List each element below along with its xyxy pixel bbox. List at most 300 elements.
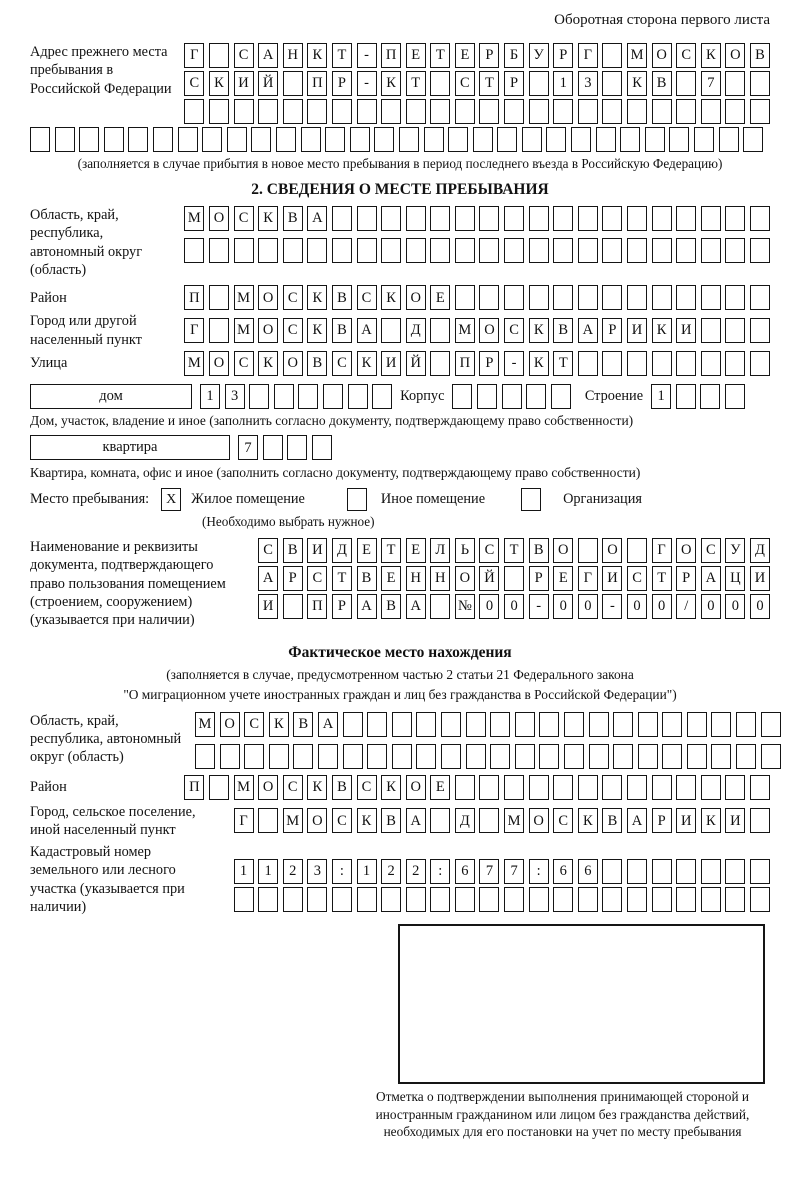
char-cell[interactable]: Г: [184, 43, 204, 68]
char-cell[interactable]: К: [381, 71, 401, 96]
char-cell[interactable]: С: [504, 318, 524, 343]
char-cell[interactable]: 2: [381, 859, 401, 884]
char-cell[interactable]: [490, 712, 510, 737]
char-cell[interactable]: :: [529, 859, 549, 884]
char-cell[interactable]: [627, 859, 647, 884]
char-cell[interactable]: [479, 238, 499, 263]
char-cell[interactable]: [526, 384, 546, 409]
char-cell[interactable]: [564, 744, 584, 769]
char-cell[interactable]: О: [209, 351, 229, 376]
char-cell[interactable]: [515, 712, 535, 737]
char-cell[interactable]: Н: [283, 43, 303, 68]
char-cell[interactable]: К: [578, 808, 598, 833]
char-cell[interactable]: А: [406, 594, 426, 619]
char-cell[interactable]: А: [578, 318, 598, 343]
char-cell[interactable]: [700, 384, 720, 409]
char-cell[interactable]: [504, 566, 524, 591]
char-cell[interactable]: Е: [455, 43, 475, 68]
char-cell[interactable]: О: [406, 285, 426, 310]
char-cell[interactable]: Н: [406, 566, 426, 591]
char-cell[interactable]: А: [307, 206, 327, 231]
char-cell[interactable]: [381, 238, 401, 263]
char-cell[interactable]: [209, 238, 229, 263]
char-cell[interactable]: [602, 71, 622, 96]
char-cell[interactable]: [258, 238, 278, 263]
char-cell[interactable]: [406, 206, 426, 231]
char-cell[interactable]: В: [332, 285, 352, 310]
char-cell[interactable]: [318, 744, 338, 769]
char-cell[interactable]: [701, 206, 721, 231]
char-cell[interactable]: С: [234, 351, 254, 376]
char-cell[interactable]: [430, 238, 450, 263]
char-cell[interactable]: О: [455, 566, 475, 591]
char-cell[interactable]: В: [332, 318, 352, 343]
char-cell[interactable]: [701, 887, 721, 912]
char-cell[interactable]: [743, 127, 763, 152]
char-cell[interactable]: [343, 744, 363, 769]
char-cell[interactable]: [652, 238, 672, 263]
char-cell[interactable]: Й: [258, 71, 278, 96]
char-cell[interactable]: С: [234, 206, 254, 231]
char-cell[interactable]: Г: [652, 538, 672, 563]
char-cell[interactable]: [750, 206, 770, 231]
char-cell[interactable]: Т: [553, 351, 573, 376]
char-cell[interactable]: А: [406, 808, 426, 833]
char-cell[interactable]: [725, 318, 745, 343]
char-cell[interactable]: И: [381, 351, 401, 376]
char-cell[interactable]: [504, 238, 524, 263]
char-cell[interactable]: [234, 887, 254, 912]
char-cell[interactable]: О: [652, 43, 672, 68]
char-cell[interactable]: [430, 887, 450, 912]
char-cell[interactable]: М: [234, 318, 254, 343]
char-cell[interactable]: [676, 99, 696, 124]
char-cell[interactable]: К: [307, 43, 327, 68]
char-cell[interactable]: [638, 712, 658, 737]
char-cell[interactable]: [652, 775, 672, 800]
char-cell[interactable]: К: [652, 318, 672, 343]
char-cell[interactable]: [662, 712, 682, 737]
char-cell[interactable]: [761, 712, 781, 737]
char-cell[interactable]: [430, 808, 450, 833]
char-cell[interactable]: [736, 744, 756, 769]
char-cell[interactable]: 7: [238, 435, 258, 460]
char-cell[interactable]: [750, 887, 770, 912]
char-cell[interactable]: [184, 238, 204, 263]
char-cell[interactable]: [367, 712, 387, 737]
char-cell[interactable]: [701, 285, 721, 310]
char-cell[interactable]: [244, 744, 264, 769]
char-cell[interactable]: [399, 127, 419, 152]
char-cell[interactable]: О: [406, 775, 426, 800]
char-cell[interactable]: А: [258, 43, 278, 68]
char-cell[interactable]: [455, 285, 475, 310]
char-cell[interactable]: [209, 99, 229, 124]
char-cell[interactable]: О: [258, 285, 278, 310]
char-cell[interactable]: С: [184, 71, 204, 96]
char-cell[interactable]: [687, 712, 707, 737]
char-cell[interactable]: [473, 127, 493, 152]
char-cell[interactable]: [374, 127, 394, 152]
char-cell[interactable]: [381, 318, 401, 343]
char-cell[interactable]: [652, 859, 672, 884]
char-cell[interactable]: [30, 127, 50, 152]
char-cell[interactable]: [307, 887, 327, 912]
char-cell[interactable]: [104, 127, 124, 152]
char-cell[interactable]: В: [307, 351, 327, 376]
char-cell[interactable]: [553, 238, 573, 263]
char-cell[interactable]: [553, 775, 573, 800]
char-cell[interactable]: 6: [455, 859, 475, 884]
char-cell[interactable]: [750, 859, 770, 884]
char-cell[interactable]: [178, 127, 198, 152]
char-cell[interactable]: [529, 71, 549, 96]
char-cell[interactable]: [750, 238, 770, 263]
char-cell[interactable]: [602, 99, 622, 124]
char-cell[interactable]: 1: [258, 859, 278, 884]
char-cell[interactable]: [406, 99, 426, 124]
char-cell[interactable]: С: [332, 808, 352, 833]
char-cell[interactable]: [479, 887, 499, 912]
char-cell[interactable]: [430, 594, 450, 619]
char-cell[interactable]: [325, 127, 345, 152]
char-cell[interactable]: М: [195, 712, 215, 737]
char-cell[interactable]: Р: [553, 43, 573, 68]
char-cell[interactable]: [529, 99, 549, 124]
char-cell[interactable]: С: [234, 43, 254, 68]
char-cell[interactable]: С: [357, 775, 377, 800]
char-cell[interactable]: [195, 744, 215, 769]
char-cell[interactable]: [258, 99, 278, 124]
char-cell[interactable]: Б: [504, 43, 524, 68]
char-cell[interactable]: М: [283, 808, 303, 833]
char-cell[interactable]: [687, 744, 707, 769]
char-cell[interactable]: 3: [578, 71, 598, 96]
char-cell[interactable]: [234, 238, 254, 263]
char-cell[interactable]: [750, 808, 770, 833]
char-cell[interactable]: [652, 206, 672, 231]
char-cell[interactable]: [441, 712, 461, 737]
char-cell[interactable]: Е: [430, 285, 450, 310]
char-cell[interactable]: 1: [200, 384, 220, 409]
char-cell[interactable]: Р: [479, 351, 499, 376]
char-cell[interactable]: И: [676, 318, 696, 343]
char-cell[interactable]: [357, 99, 377, 124]
char-cell[interactable]: О: [529, 808, 549, 833]
char-cell[interactable]: [490, 744, 510, 769]
char-cell[interactable]: [479, 775, 499, 800]
char-cell[interactable]: [479, 99, 499, 124]
char-cell[interactable]: [589, 744, 609, 769]
char-cell[interactable]: [627, 285, 647, 310]
char-cell[interactable]: Г: [184, 318, 204, 343]
char-cell[interactable]: [430, 99, 450, 124]
char-cell[interactable]: [249, 384, 269, 409]
char-cell[interactable]: [455, 238, 475, 263]
char-cell[interactable]: [348, 384, 368, 409]
char-cell[interactable]: Ь: [455, 538, 475, 563]
char-cell[interactable]: [227, 127, 247, 152]
char-cell[interactable]: [578, 887, 598, 912]
char-cell[interactable]: В: [529, 538, 549, 563]
char-cell[interactable]: В: [283, 538, 303, 563]
char-cell[interactable]: В: [553, 318, 573, 343]
char-cell[interactable]: [455, 206, 475, 231]
char-cell[interactable]: [209, 43, 229, 68]
char-cell[interactable]: К: [209, 71, 229, 96]
char-cell[interactable]: [676, 384, 696, 409]
char-cell[interactable]: В: [283, 206, 303, 231]
char-cell[interactable]: [504, 99, 524, 124]
char-cell[interactable]: [676, 71, 696, 96]
char-cell[interactable]: [430, 206, 450, 231]
char-cell[interactable]: [332, 887, 352, 912]
char-cell[interactable]: [571, 127, 591, 152]
char-cell[interactable]: О: [676, 538, 696, 563]
char-cell[interactable]: [539, 712, 559, 737]
char-cell[interactable]: -: [357, 43, 377, 68]
char-cell[interactable]: 6: [553, 859, 573, 884]
char-cell[interactable]: Т: [504, 538, 524, 563]
char-cell[interactable]: О: [479, 318, 499, 343]
char-cell[interactable]: [283, 99, 303, 124]
char-cell[interactable]: [602, 351, 622, 376]
char-cell[interactable]: А: [357, 318, 377, 343]
char-cell[interactable]: №: [455, 594, 475, 619]
char-cell[interactable]: [701, 859, 721, 884]
char-cell[interactable]: [750, 285, 770, 310]
char-cell[interactable]: С: [676, 43, 696, 68]
char-cell[interactable]: В: [293, 712, 313, 737]
char-cell[interactable]: Р: [504, 71, 524, 96]
char-cell[interactable]: Е: [553, 566, 573, 591]
char-cell[interactable]: [416, 712, 436, 737]
char-cell[interactable]: [263, 435, 283, 460]
char-cell[interactable]: Е: [381, 566, 401, 591]
char-cell[interactable]: О: [283, 351, 303, 376]
char-cell[interactable]: [553, 285, 573, 310]
char-cell[interactable]: В: [750, 43, 770, 68]
char-cell[interactable]: [455, 99, 475, 124]
char-cell[interactable]: [287, 435, 307, 460]
char-cell[interactable]: [719, 127, 739, 152]
char-cell[interactable]: [441, 744, 461, 769]
char-cell[interactable]: 1: [234, 859, 254, 884]
char-cell[interactable]: [546, 127, 566, 152]
char-cell[interactable]: К: [529, 351, 549, 376]
char-cell[interactable]: [602, 238, 622, 263]
char-cell[interactable]: [283, 594, 303, 619]
char-cell[interactable]: [184, 99, 204, 124]
char-cell[interactable]: [307, 99, 327, 124]
char-cell[interactable]: [578, 351, 598, 376]
char-cell[interactable]: И: [307, 538, 327, 563]
char-cell[interactable]: [578, 238, 598, 263]
char-cell[interactable]: [676, 859, 696, 884]
char-cell[interactable]: Д: [406, 318, 426, 343]
char-cell[interactable]: [367, 744, 387, 769]
char-cell[interactable]: 0: [750, 594, 770, 619]
char-cell[interactable]: М: [455, 318, 475, 343]
char-cell[interactable]: [551, 384, 571, 409]
char-cell[interactable]: [406, 238, 426, 263]
char-cell[interactable]: И: [258, 594, 278, 619]
char-cell[interactable]: [750, 318, 770, 343]
char-cell[interactable]: [711, 744, 731, 769]
stay-type-checkbox-other[interactable]: [347, 488, 367, 511]
char-cell[interactable]: Ц: [725, 566, 745, 591]
char-cell[interactable]: Е: [406, 538, 426, 563]
char-cell[interactable]: С: [258, 538, 278, 563]
char-cell[interactable]: [448, 127, 468, 152]
char-cell[interactable]: О: [258, 318, 278, 343]
char-cell[interactable]: [725, 351, 745, 376]
char-cell[interactable]: [381, 887, 401, 912]
char-cell[interactable]: [79, 127, 99, 152]
char-cell[interactable]: -: [504, 351, 524, 376]
char-cell[interactable]: [479, 808, 499, 833]
char-cell[interactable]: :: [332, 859, 352, 884]
char-cell[interactable]: С: [701, 538, 721, 563]
char-cell[interactable]: [701, 99, 721, 124]
char-cell[interactable]: М: [184, 351, 204, 376]
char-cell[interactable]: [153, 127, 173, 152]
char-cell[interactable]: 0: [553, 594, 573, 619]
char-cell[interactable]: [711, 712, 731, 737]
char-cell[interactable]: [323, 384, 343, 409]
char-cell[interactable]: М: [184, 206, 204, 231]
char-cell[interactable]: Р: [332, 71, 352, 96]
char-cell[interactable]: [602, 887, 622, 912]
char-cell[interactable]: Л: [430, 538, 450, 563]
char-cell[interactable]: О: [553, 538, 573, 563]
char-cell[interactable]: [620, 127, 640, 152]
char-cell[interactable]: С: [244, 712, 264, 737]
char-cell[interactable]: [578, 775, 598, 800]
char-cell[interactable]: [676, 238, 696, 263]
char-cell[interactable]: К: [701, 43, 721, 68]
char-cell[interactable]: А: [357, 594, 377, 619]
char-cell[interactable]: [676, 351, 696, 376]
char-cell[interactable]: С: [307, 566, 327, 591]
char-cell[interactable]: [283, 887, 303, 912]
char-cell[interactable]: [701, 351, 721, 376]
char-cell[interactable]: [455, 887, 475, 912]
char-cell[interactable]: 0: [479, 594, 499, 619]
char-cell[interactable]: /: [676, 594, 696, 619]
char-cell[interactable]: [209, 775, 229, 800]
char-cell[interactable]: С: [283, 285, 303, 310]
char-cell[interactable]: [578, 285, 598, 310]
char-cell[interactable]: [276, 127, 296, 152]
char-cell[interactable]: [613, 712, 633, 737]
char-cell[interactable]: [725, 285, 745, 310]
char-cell[interactable]: [725, 384, 745, 409]
char-cell[interactable]: [128, 127, 148, 152]
char-cell[interactable]: Е: [430, 775, 450, 800]
char-cell[interactable]: М: [504, 808, 524, 833]
char-cell[interactable]: [504, 775, 524, 800]
char-cell[interactable]: [627, 775, 647, 800]
char-cell[interactable]: [307, 238, 327, 263]
char-cell[interactable]: Н: [430, 566, 450, 591]
char-cell[interactable]: К: [357, 351, 377, 376]
char-cell[interactable]: [725, 238, 745, 263]
char-cell[interactable]: М: [234, 775, 254, 800]
char-cell[interactable]: [676, 887, 696, 912]
char-cell[interactable]: 0: [627, 594, 647, 619]
char-cell[interactable]: 7: [504, 859, 524, 884]
char-cell[interactable]: [627, 538, 647, 563]
char-cell[interactable]: В: [357, 566, 377, 591]
char-cell[interactable]: [725, 775, 745, 800]
char-cell[interactable]: [251, 127, 271, 152]
char-cell[interactable]: [479, 206, 499, 231]
char-cell[interactable]: [627, 206, 647, 231]
char-cell[interactable]: [477, 384, 497, 409]
char-cell[interactable]: [652, 887, 672, 912]
char-cell[interactable]: [416, 744, 436, 769]
char-cell[interactable]: Т: [652, 566, 672, 591]
char-cell[interactable]: 1: [357, 859, 377, 884]
char-cell[interactable]: [283, 71, 303, 96]
char-cell[interactable]: [761, 744, 781, 769]
char-cell[interactable]: 0: [701, 594, 721, 619]
char-cell[interactable]: Е: [406, 43, 426, 68]
char-cell[interactable]: С: [479, 538, 499, 563]
char-cell[interactable]: В: [381, 808, 401, 833]
char-cell[interactable]: [479, 285, 499, 310]
char-cell[interactable]: [578, 538, 598, 563]
char-cell[interactable]: [652, 351, 672, 376]
char-cell[interactable]: К: [701, 808, 721, 833]
char-cell[interactable]: [750, 775, 770, 800]
char-cell[interactable]: [209, 285, 229, 310]
char-cell[interactable]: 3: [225, 384, 245, 409]
char-cell[interactable]: Й: [406, 351, 426, 376]
char-cell[interactable]: Р: [283, 566, 303, 591]
char-cell[interactable]: С: [455, 71, 475, 96]
char-cell[interactable]: 0: [504, 594, 524, 619]
char-cell[interactable]: О: [307, 808, 327, 833]
char-cell[interactable]: [466, 712, 486, 737]
char-cell[interactable]: О: [220, 712, 240, 737]
char-cell[interactable]: К: [627, 71, 647, 96]
char-cell[interactable]: И: [234, 71, 254, 96]
char-cell[interactable]: -: [529, 594, 549, 619]
char-cell[interactable]: [529, 775, 549, 800]
char-cell[interactable]: 6: [578, 859, 598, 884]
char-cell[interactable]: -: [602, 594, 622, 619]
char-cell[interactable]: [258, 887, 278, 912]
char-cell[interactable]: [312, 435, 332, 460]
char-cell[interactable]: Д: [750, 538, 770, 563]
stay-type-checkbox-organization[interactable]: [521, 488, 541, 511]
char-cell[interactable]: [529, 206, 549, 231]
char-cell[interactable]: [596, 127, 616, 152]
char-cell[interactable]: Р: [652, 808, 672, 833]
char-cell[interactable]: Д: [455, 808, 475, 833]
char-cell[interactable]: [676, 206, 696, 231]
char-cell[interactable]: [638, 744, 658, 769]
char-cell[interactable]: М: [234, 285, 254, 310]
char-cell[interactable]: 2: [406, 859, 426, 884]
char-cell[interactable]: П: [307, 594, 327, 619]
char-cell[interactable]: [627, 99, 647, 124]
char-cell[interactable]: [283, 238, 303, 263]
char-cell[interactable]: И: [627, 318, 647, 343]
char-cell[interactable]: С: [283, 318, 303, 343]
